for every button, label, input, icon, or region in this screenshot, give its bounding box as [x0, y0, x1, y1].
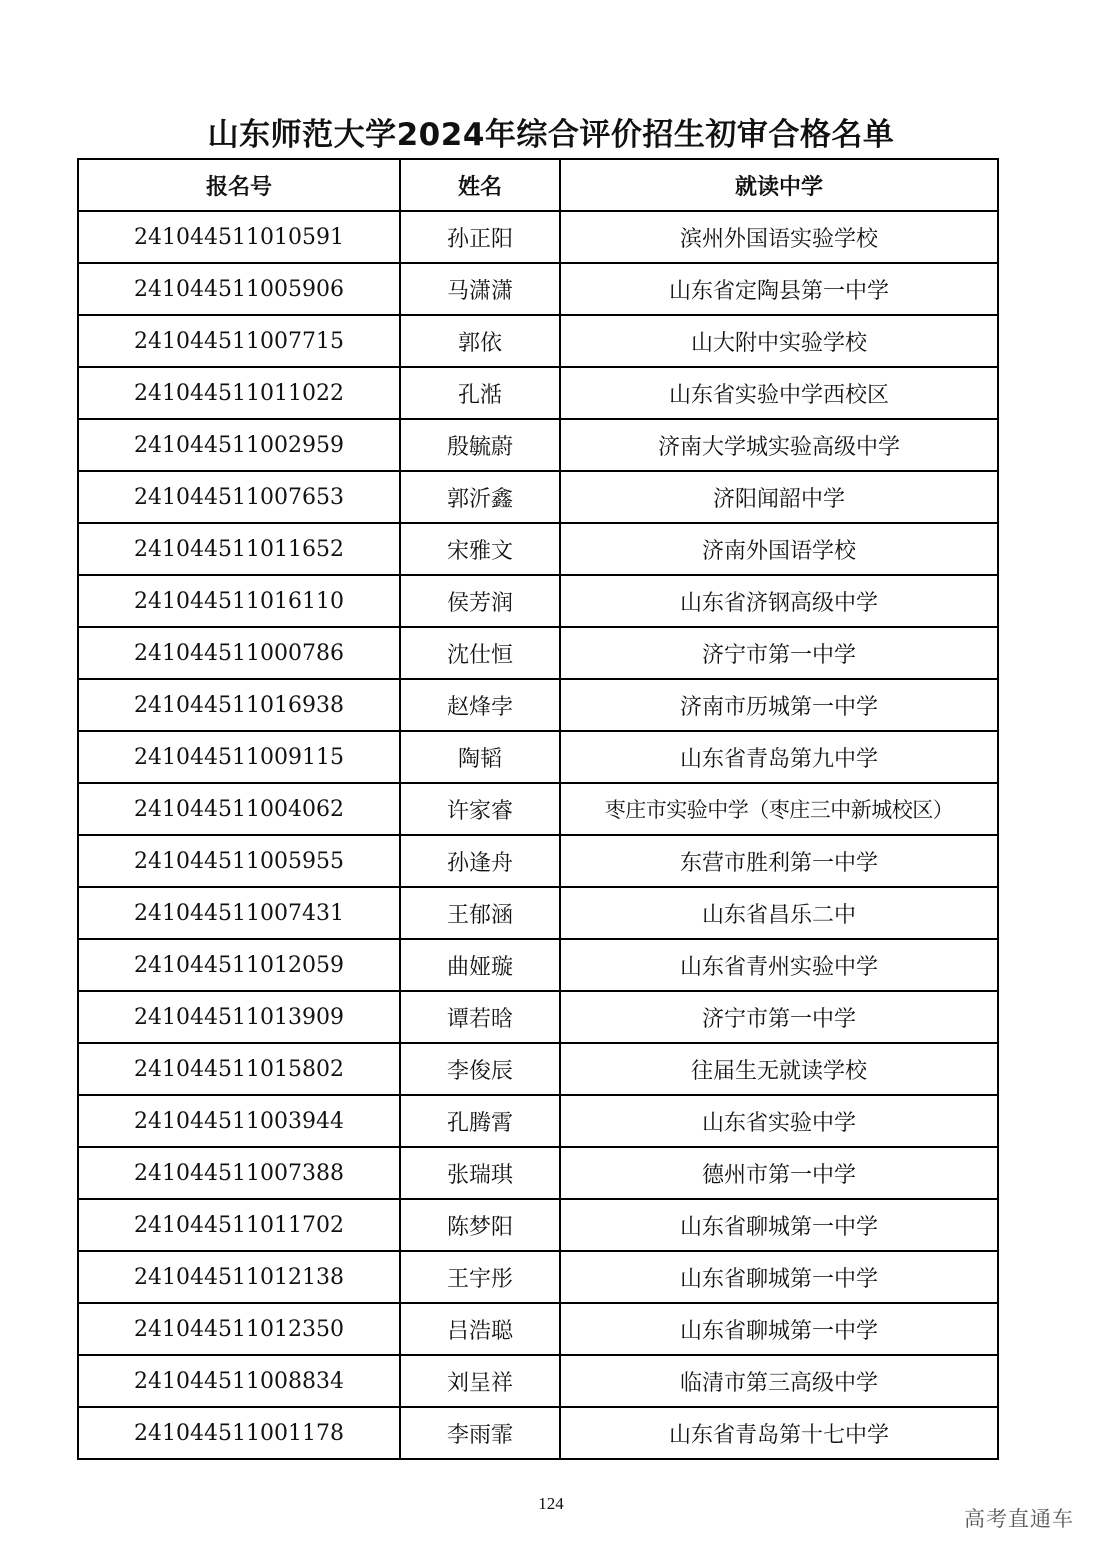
cell-school: 山东省定陶县第一中学 — [560, 263, 998, 315]
cell-registration-number: 241044511011652 — [78, 523, 400, 575]
cell-school: 滨州外国语实验学校 — [560, 211, 998, 263]
table-row — [78, 731, 998, 783]
cell-school: 济南大学城实验高级中学 — [560, 419, 998, 471]
cell-school: 山东省实验中学 — [560, 1095, 998, 1147]
table-row — [78, 575, 998, 627]
cell-name: 谭若晗 — [400, 991, 560, 1043]
table-row — [78, 887, 998, 939]
cell-registration-number: 241044511007715 — [78, 315, 400, 367]
cell-registration-number: 241044511003944 — [78, 1095, 400, 1147]
cell-school: 山东省实验中学西校区 — [560, 367, 998, 419]
table-row — [78, 1355, 998, 1407]
table-row — [78, 367, 998, 419]
cell-registration-number: 241044511000786 — [78, 627, 400, 679]
cell-registration-number: 241044511005955 — [78, 835, 400, 887]
table-row — [78, 263, 998, 315]
page-number: 124 — [538, 1494, 564, 1513]
table-row — [78, 315, 998, 367]
cell-name: 陈梦阳 — [400, 1199, 560, 1251]
cell-registration-number: 241044511012059 — [78, 939, 400, 991]
cell-registration-number: 241044511015802 — [78, 1043, 400, 1095]
cell-registration-number: 241044511007431 — [78, 887, 400, 939]
table-row — [78, 1095, 998, 1147]
cell-name: 许家睿 — [400, 783, 560, 835]
cell-name: 孔腾霄 — [400, 1095, 560, 1147]
cell-school: 枣庄市实验中学（枣庄三中新城校区） — [560, 783, 998, 835]
table-row — [78, 939, 998, 991]
table-row — [78, 1407, 998, 1459]
cell-school: 济宁市第一中学 — [560, 627, 998, 679]
cell-registration-number: 241044511007388 — [78, 1147, 400, 1199]
page-title: 山东师范大学2024年综合评价招生初审合格名单 — [207, 117, 895, 153]
table-row — [78, 835, 998, 887]
cell-registration-number: 241044511002959 — [78, 419, 400, 471]
cell-school: 山东省聊城第一中学 — [560, 1251, 998, 1303]
cell-name: 曲娅璇 — [400, 939, 560, 991]
cell-name: 宋雅文 — [400, 523, 560, 575]
table-header-row — [78, 159, 998, 211]
cell-name: 李俊辰 — [400, 1043, 560, 1095]
cell-school: 山东省济钢高级中学 — [560, 575, 998, 627]
cell-school: 山东省青岛第十七中学 — [560, 1407, 998, 1459]
cell-name: 侯芳润 — [400, 575, 560, 627]
header-school: 就读中学 — [560, 159, 998, 211]
table-row — [78, 523, 998, 575]
cell-school: 山东省昌乐二中 — [560, 887, 998, 939]
table-row — [78, 1251, 998, 1303]
cell-school: 往届生无就读学校 — [560, 1043, 998, 1095]
cell-name: 马潇潇 — [400, 263, 560, 315]
table-row — [78, 627, 998, 679]
cell-name: 吕浩聪 — [400, 1303, 560, 1355]
header-name: 姓名 — [400, 159, 560, 211]
table-row — [78, 1147, 998, 1199]
cell-registration-number: 241044511016938 — [78, 679, 400, 731]
table-row — [78, 419, 998, 471]
table-row — [78, 783, 998, 835]
cell-school: 山东省青州实验中学 — [560, 939, 998, 991]
cell-name: 沈仕恒 — [400, 627, 560, 679]
cell-name: 孔湉 — [400, 367, 560, 419]
cell-registration-number: 241044511013909 — [78, 991, 400, 1043]
cell-registration-number: 241044511004062 — [78, 783, 400, 835]
cell-registration-number: 241044511005906 — [78, 263, 400, 315]
cell-name: 郭依 — [400, 315, 560, 367]
table-row — [78, 991, 998, 1043]
cell-name: 刘呈祥 — [400, 1355, 560, 1407]
cell-school: 东营市胜利第一中学 — [560, 835, 998, 887]
cell-school: 山东省聊城第一中学 — [560, 1303, 998, 1355]
cell-name: 赵烽孛 — [400, 679, 560, 731]
table-row — [78, 679, 998, 731]
cell-name: 李雨霏 — [400, 1407, 560, 1459]
cell-school: 德州市第一中学 — [560, 1147, 998, 1199]
cell-name: 孙逢舟 — [400, 835, 560, 887]
cell-registration-number: 241044511007653 — [78, 471, 400, 523]
cell-name: 殷毓蔚 — [400, 419, 560, 471]
cell-registration-number: 241044511008834 — [78, 1355, 400, 1407]
cell-school: 临清市第三高级中学 — [560, 1355, 998, 1407]
cell-school: 济南市历城第一中学 — [560, 679, 998, 731]
table-row — [78, 1303, 998, 1355]
cell-name: 郭沂鑫 — [400, 471, 560, 523]
watermark: 高考直通车 — [964, 1507, 1074, 1531]
cell-registration-number: 241044511012350 — [78, 1303, 400, 1355]
table-row — [78, 211, 998, 263]
cell-registration-number: 241044511001178 — [78, 1407, 400, 1459]
cell-name: 张瑞琪 — [400, 1147, 560, 1199]
cell-registration-number: 241044511011702 — [78, 1199, 400, 1251]
header-registration-number: 报名号 — [78, 159, 400, 211]
cell-school: 山大附中实验学校 — [560, 315, 998, 367]
table-row — [78, 471, 998, 523]
cell-registration-number: 241044511010591 — [78, 211, 400, 263]
cell-name: 陶韬 — [400, 731, 560, 783]
cell-name: 王郁涵 — [400, 887, 560, 939]
roster-table — [77, 158, 999, 1460]
cell-school: 济南外国语学校 — [560, 523, 998, 575]
table-row — [78, 1043, 998, 1095]
cell-name: 孙正阳 — [400, 211, 560, 263]
cell-school: 济阳闻韶中学 — [560, 471, 998, 523]
cell-registration-number: 241044511016110 — [78, 575, 400, 627]
cell-registration-number: 241044511011022 — [78, 367, 400, 419]
table-row — [78, 1199, 998, 1251]
cell-school: 济宁市第一中学 — [560, 991, 998, 1043]
cell-registration-number: 241044511012138 — [78, 1251, 400, 1303]
cell-school: 山东省聊城第一中学 — [560, 1199, 998, 1251]
cell-name: 王宇彤 — [400, 1251, 560, 1303]
cell-registration-number: 241044511009115 — [78, 731, 400, 783]
cell-school: 山东省青岛第九中学 — [560, 731, 998, 783]
